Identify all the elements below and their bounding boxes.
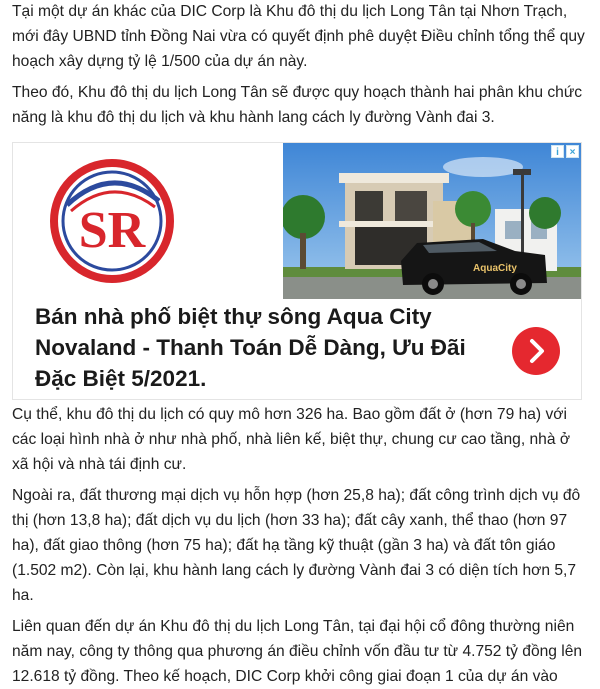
ad-close-icon[interactable]: × — [566, 145, 579, 158]
sr-logo — [13, 143, 283, 299]
ad-badges — [551, 145, 579, 158]
ad-cta-button[interactable] — [512, 327, 560, 375]
paragraph-land-allocation: Ngoài ra, đất thương mại dịch vụ hỗn hợp (hơn 25,8 ha); đất công trình dịch vụ đô thị (hơn 13,8 ha); đất dịch vụ du lịch (hơn 33 ha); đất cây xanh, thể thao (hơn 97 ha), đất giao thông (hơn 75 ha); đất hạ tầng kỹ thuật (gần 3 ha) và đất tôn giáo (1.502 m2). Còn lại, khu hành lang cách ly đường Vành đai 3 có diện tích hơn 5,7 ha. — [12, 487, 581, 604]
ad-info-icon[interactable]: i — [551, 145, 564, 158]
chevron-right-icon — [512, 327, 560, 375]
paragraph-land-use-detail: Cụ thể, khu đô thị du lịch có quy mô hơn 326 ha. Bao gồm đất ở (hơn 79 ha) với các loại hình nhà ở như nhà phố, nhà liên kế, biệt thự, chung cư cao tầng, nhà ở xã hội và nhà tái định cư. — [12, 406, 571, 473]
paragraph-planning-zones: Theo đó, Khu đô thị du lịch Long Tân sẽ được quy hoạch thành hai phân khu chức năng là khu đô thị du lịch và khu hành lang cách ly đường Vành đai 3. — [12, 84, 583, 126]
villa-car-photo — [283, 143, 582, 299]
car-brand-text: AquaCity — [473, 263, 517, 274]
paragraph-investment: Liên quan đến dự án Khu đô thị du lịch Long Tân, tại đại hội cổ đông thường niên năm nay, công ty thông qua phương án điều chỉnh vốn đầu tư từ 4.752 tỷ đồng lên 12.618 tỷ đồng. Theo kế hoạch, DIC Corp khởi công giai đoạn 1 của dự án vào — [12, 618, 583, 685]
sponsored-ad[interactable] — [12, 142, 582, 400]
sr-logo-text: SR — [78, 202, 146, 259]
ad-headline[interactable]: Bán nhà phố biệt thự sông Aqua City Novaland - Thanh Toán Dễ Dàng, Ưu Đãi Đặc Biệt 5/2021. — [35, 304, 466, 391]
paragraph-long-tan-intro: Tại một dự án khác của DIC Corp là Khu đô thị du lịch Long Tân tại Nhơn Trạch, mới đây UBND tỉnh Đồng Nai vừa có quyết định phê duyệt Điều chỉnh tổng thể quy hoạch xây dựng tỷ lệ 1/500 của dự án này. — [12, 3, 585, 70]
